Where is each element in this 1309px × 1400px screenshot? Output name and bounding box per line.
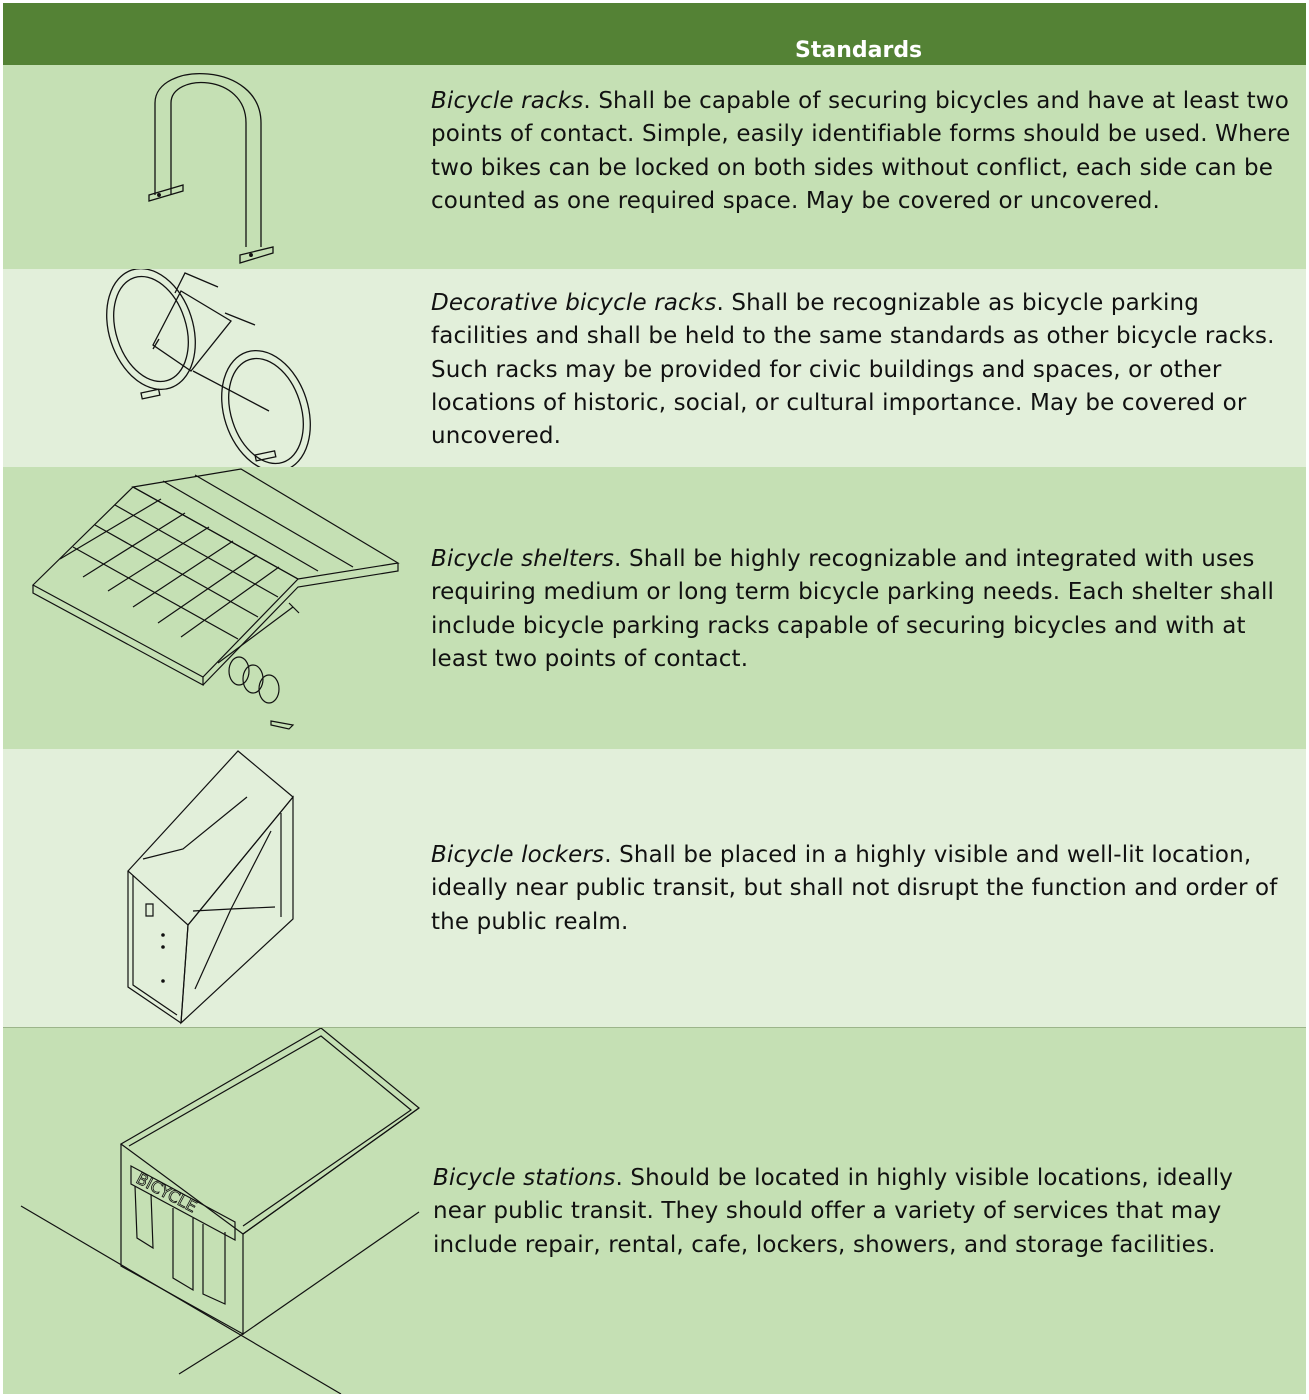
row-bicycle-racks-text: Bicycle racks. Shall be capable of securing bicycles and have at least two points of contact. Simple, easily identifiable forms should be used. Where two bikes can be locked on both sides without conflict, each side can be counted as one required space. May be covered or uncovered. bbox=[431, 88, 1291, 214]
standards-table bbox=[3, 3, 1306, 1394]
row-bicycle-racks bbox=[3, 65, 1306, 269]
row-bicycle-shelters-text: Bicycle shelters. Shall be highly recognizable and integrated with uses requiring medium or long term bicycle parking needs. Each shelter shall include bicycle parking racks capable of securing bicycles and with at least two points of contact. bbox=[431, 546, 1275, 672]
row-decorative-racks bbox=[3, 269, 1306, 467]
row-bicycle-shelters bbox=[3, 467, 1306, 749]
row-decorative-racks-text: Decorative bicycle racks. Shall be recognizable as bicycle parking facilities and shall be held to the same standards as other bicycle racks. Such racks may be provided for civic buildings and spaces, or other locations of historic, social, or cultural importance. May be covered or uncovered. bbox=[431, 290, 1275, 450]
row-bicycle-stations bbox=[3, 1027, 1306, 1394]
bicycle-locker-icon bbox=[3, 749, 423, 1027]
row-bicycle-lockers bbox=[3, 749, 1306, 1027]
term-bicycle-shelters: Bicycle shelters bbox=[431, 546, 615, 572]
row-bicycle-stations-text: Bicycle stations. Should be located in highly visible locations, ideally near public transit. They should offer a variety of services that may include repair, rental, cafe, lockers, showers, and storage facilities. bbox=[433, 1165, 1234, 1258]
desc-bicycle-stations: Should be located in highly visible locations, ideally near public transit. They should offer a variety of services that may include repair, rental, cafe, lockers, showers, and storage facilities. bbox=[433, 1165, 1234, 1258]
term-bicycle-racks: Bicycle racks bbox=[431, 88, 584, 114]
term-bicycle-stations: Bicycle stations bbox=[433, 1165, 616, 1191]
term-bicycle-lockers: Bicycle lockers bbox=[431, 842, 605, 868]
header-title: Standards bbox=[795, 38, 923, 63]
row-bicycle-lockers-text: Bicycle lockers. Shall be placed in a highly visible and well-lit location, ideally near public transit, but shall not disrupt the function and order of the public realm. bbox=[431, 842, 1278, 935]
bicycle-shelter-icon bbox=[3, 467, 423, 749]
desc-bicycle-lockers: Shall be placed in a highly visible and well-lit location, ideally near public transit, but shall not disrupt the function and order of the public realm. bbox=[431, 842, 1278, 935]
term-decorative-racks: Decorative bicycle racks bbox=[431, 290, 717, 316]
bicycle-station-icon bbox=[3, 1028, 423, 1394]
desc-bicycle-racks: Shall be capable of securing bicycles and have at least two points of contact. Simple, easily identifiable forms should be used. Where two bikes can be locked on both sides without conflict, each side can be counted as one required space. May be covered or uncovered. bbox=[431, 88, 1291, 214]
bicycle-rack-icon bbox=[3, 65, 423, 269]
station-sign-text: BICYCLE bbox=[133, 1168, 201, 1217]
desc-decorative-racks: Shall be recognizable as bicycle parking facilities and shall be held to the same standards as other bicycle racks. Such racks may be provided for civic buildings and spaces, or other locations of historic, social, or cultural importance. May be covered or uncovered. bbox=[431, 290, 1275, 450]
desc-bicycle-shelters: Shall be highly recognizable and integrated with uses requiring medium or long term bicycle parking needs. Each shelter shall include bicycle parking racks capable of securing bicycles and with at least two points of contact. bbox=[431, 546, 1275, 672]
table-header bbox=[3, 3, 1306, 65]
decorative-bike-rack-icon bbox=[3, 269, 423, 467]
